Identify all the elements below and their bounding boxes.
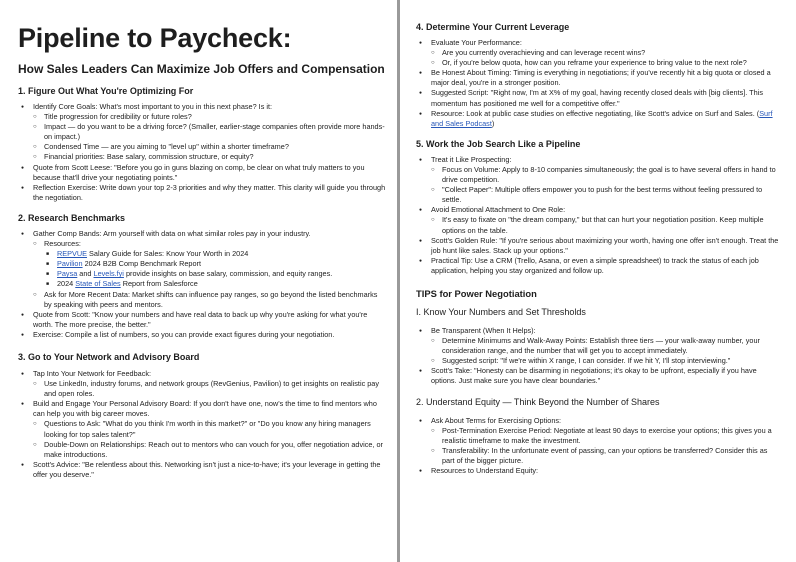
list-item: ● Treat it Like Prospecting:: [416, 155, 782, 165]
list-item: ● Reflection Exercise: Write down your top 2-3 priorities and why they matter. This clarity will guide you through the negotiation.: [18, 183, 387, 203]
list-item-text: and: [77, 269, 94, 279]
list-item: ● Scott's Golden Rule: "If you're serious about maximizing your worth, having one offer isn't enough. Treat the job hunt like sales. Stack up your options.": [416, 236, 782, 256]
list-item: ○ Transferability: In the unfortunate event of passing, can your options be transferred? Consider this as part of the bigger picture.: [416, 446, 782, 466]
section-4-list: [416, 38, 782, 129]
list-item: ● Scott's Advice: "Be relentless about this. Networking isn't just a nice-to-have; it's your leverage in getting the offer you deserve.": [18, 460, 387, 480]
list-item: [18, 249, 387, 259]
tips-section-heading-1: I. Know Your Numbers and Set Thresholds: [416, 306, 586, 317]
section-heading-2: 2. Research Benchmarks: [18, 212, 126, 223]
list-item: [18, 259, 387, 269]
state-of-sales-link[interactable]: State of Sales: [75, 279, 121, 289]
list-item: ○ Are you currently overachieving and can leverage recent wins?: [416, 48, 782, 58]
document-page-left: [0, 0, 397, 562]
list-item-text: 2024: [57, 279, 76, 289]
tips-heading: TIPS for Power Negotiation: [416, 287, 537, 299]
document-page-right: [400, 0, 796, 562]
list-item: ● Ask About Terms for Exercising Options:: [416, 416, 782, 426]
list-item: ● Suggested Script: "Right now, I'm at X% of my goal, having recently closed deals with [big clients]. This momentum has positioned me well for a competitive offer.": [416, 88, 782, 108]
list-item: ○ Financial priorities: Base salary, commission structure, or equity?: [18, 152, 387, 162]
list-item: ○ Focus on Volume: Apply to 8-10 companies simultaneously; the goal is to have several offers in hand to drive competition.: [416, 165, 782, 185]
levels-fyi-link[interactable]: Levels.fyi: [93, 269, 124, 279]
list-item: [18, 279, 387, 289]
page-right-content: [416, 22, 782, 476]
pavilion-link[interactable]: Pavilion: [57, 259, 83, 269]
list-item: ○ Determine Minimums and Walk-Away Points: Establish three tiers — your walk-away number, your consideration range, and the number that will get you to accept immediately.: [416, 336, 782, 356]
section-5-list: [416, 155, 782, 276]
list-item: ● Resources to Understand Equity:: [416, 466, 782, 476]
list-item: ● Be Honest About Timing: Timing is everything in negotiations; if you've recently hit a big quota or closed a major deal, you're in a stronger position.: [416, 68, 782, 88]
paysa-link[interactable]: Paysa: [57, 269, 78, 279]
section-heading-5: 5. Work the Job Search Like a Pipeline: [416, 138, 581, 149]
list-item: [18, 269, 387, 279]
list-item: ● Practical Tip: Use a CRM (Trello, Asana, or even a simple spreadsheet) to track the status of each job application, helping you stay organized and follow up.: [416, 256, 782, 276]
list-item-text: ): [491, 118, 495, 128]
repvue-link[interactable]: REPVUE: [57, 249, 88, 259]
list-item: ○ Impact — do you want to be a driving force? (Smaller, earlier-stage companies often provide more hands-on impact.): [18, 122, 387, 142]
list-item-text: Report from Salesforce: [120, 279, 198, 289]
section-heading-1: 1. Figure Out What You're Optimizing For: [18, 86, 194, 96]
list-item: ● Quote from Scott Leese: "Before you go in guns blazing on comp, be clear on what truly matters to you because that'll drive your negotiating points.": [18, 163, 387, 183]
section-3-list: [18, 369, 387, 480]
list-item: ○ Use LinkedIn, industry forums, and network groups (RevGenius, Pavilion) to get insights on realistic pay and open roles.: [18, 379, 387, 399]
list-item-text: provide insights on base salary, commission, and equity ranges.: [123, 269, 333, 279]
list-item-text: Salary Guide for Sales: Know Your Worth in 2024: [87, 249, 249, 259]
document-subtitle: How Sales Leaders Can Maximize Job Offers and Compensation: [18, 62, 385, 76]
list-item: ● Exercise: Compile a list of numbers, so you can provide exact figures during your negotiation.: [18, 330, 387, 340]
list-item: ○ It's easy to fixate on "the dream company," but that can hurt your negotiation position. Keep multiple options on the table.: [416, 215, 782, 235]
section-heading-4: 4. Determine Your Current Leverage: [416, 22, 570, 32]
list-item-text: 2024 B2B Comp Benchmark Report: [82, 259, 201, 269]
list-item: ○ Or, if you're below quota, how can you reframe your experience to bring value to the next role?: [416, 58, 782, 68]
list-item: ○ Ask for More Recent Data: Market shifts can influence pay ranges, so go beyond the listed benchmarks by speaking with peers and mentors.: [18, 290, 387, 310]
list-item: ○ Title progression for credibility or future roles?: [18, 112, 387, 122]
list-item: ○ Condensed Time — are you aiming to "level up" within a shorter timeframe?: [18, 142, 387, 152]
page-left-content: [18, 22, 387, 480]
list-item: ○ "Collect Paper": Multiple offers empower you to push for the best terms without feeling pressured to settle.: [416, 185, 782, 205]
tips-section-2-list: [416, 416, 782, 477]
list-item: ● Build and Engage Your Personal Advisory Board: If you don't have one, now's the time to find mentors who can help you with big career moves.: [18, 399, 387, 419]
list-item: ○ Resources:: [18, 239, 387, 249]
section-heading-3: 3. Go to Your Network and Advisory Board: [18, 351, 200, 362]
list-item: ○ Post-Termination Exercise Period: Negotiate at least 90 days to exercise your options; this gives you a realistic timeframe to make the investment.: [416, 426, 782, 446]
list-item: ● Evaluate Your Performance:: [416, 38, 782, 48]
list-item: ● Tap Into Your Network for Feedback:: [18, 369, 387, 379]
list-item: ● Avoid Emotional Attachment to One Role:: [416, 205, 782, 215]
list-item: ● Identify Core Goals: What's most important to you in this next phase? Is it:: [18, 102, 387, 112]
list-item: ● Quote from Scott: "Know your numbers and have real data to back up why you're asking for what you're worth. The more precise, the better.": [18, 310, 387, 330]
list-item: ○ Double-Down on Relationships: Reach out to mentors who can vouch for you, offer negotiation advice, or make introductions.: [18, 440, 387, 460]
surf-and-sales-podcast-link[interactable]: Surf and Sales Podcast: [431, 108, 773, 128]
list-item: ○ Suggested script: "If we're within X range, I can consider. If we hit Y, I'll stop interviewing.": [416, 356, 782, 366]
document-title: Pipeline to Paycheck:: [18, 23, 292, 53]
list-item: ● Scott's Take: "Honesty can be disarming in negotiations; it's okay to be upfront, especially if you have options. Just make sure you have clear boundaries.": [416, 366, 782, 386]
section-2-list: [18, 229, 387, 340]
section-1-list: [18, 102, 387, 203]
list-item: ● Gather Comp Bands: Arm yourself with data on what similar roles pay in your industry.: [18, 229, 387, 239]
tips-section-1-list: [416, 326, 782, 387]
list-item-text: Resource: Look at public case studies on effective negotiating, like Scott's advice on Surf and Sales. (: [431, 108, 760, 118]
list-item: ● Be Transparent (When It Helps):: [416, 326, 782, 336]
list-item: ○ Questions to Ask: "What do you think I'm worth in this market?" or "Do you know any hiring managers looking for top sales talent?": [18, 419, 387, 439]
list-item: [416, 109, 782, 129]
tips-section-heading-2: 2. Understand Equity — Think Beyond the Number of Shares: [416, 396, 660, 407]
